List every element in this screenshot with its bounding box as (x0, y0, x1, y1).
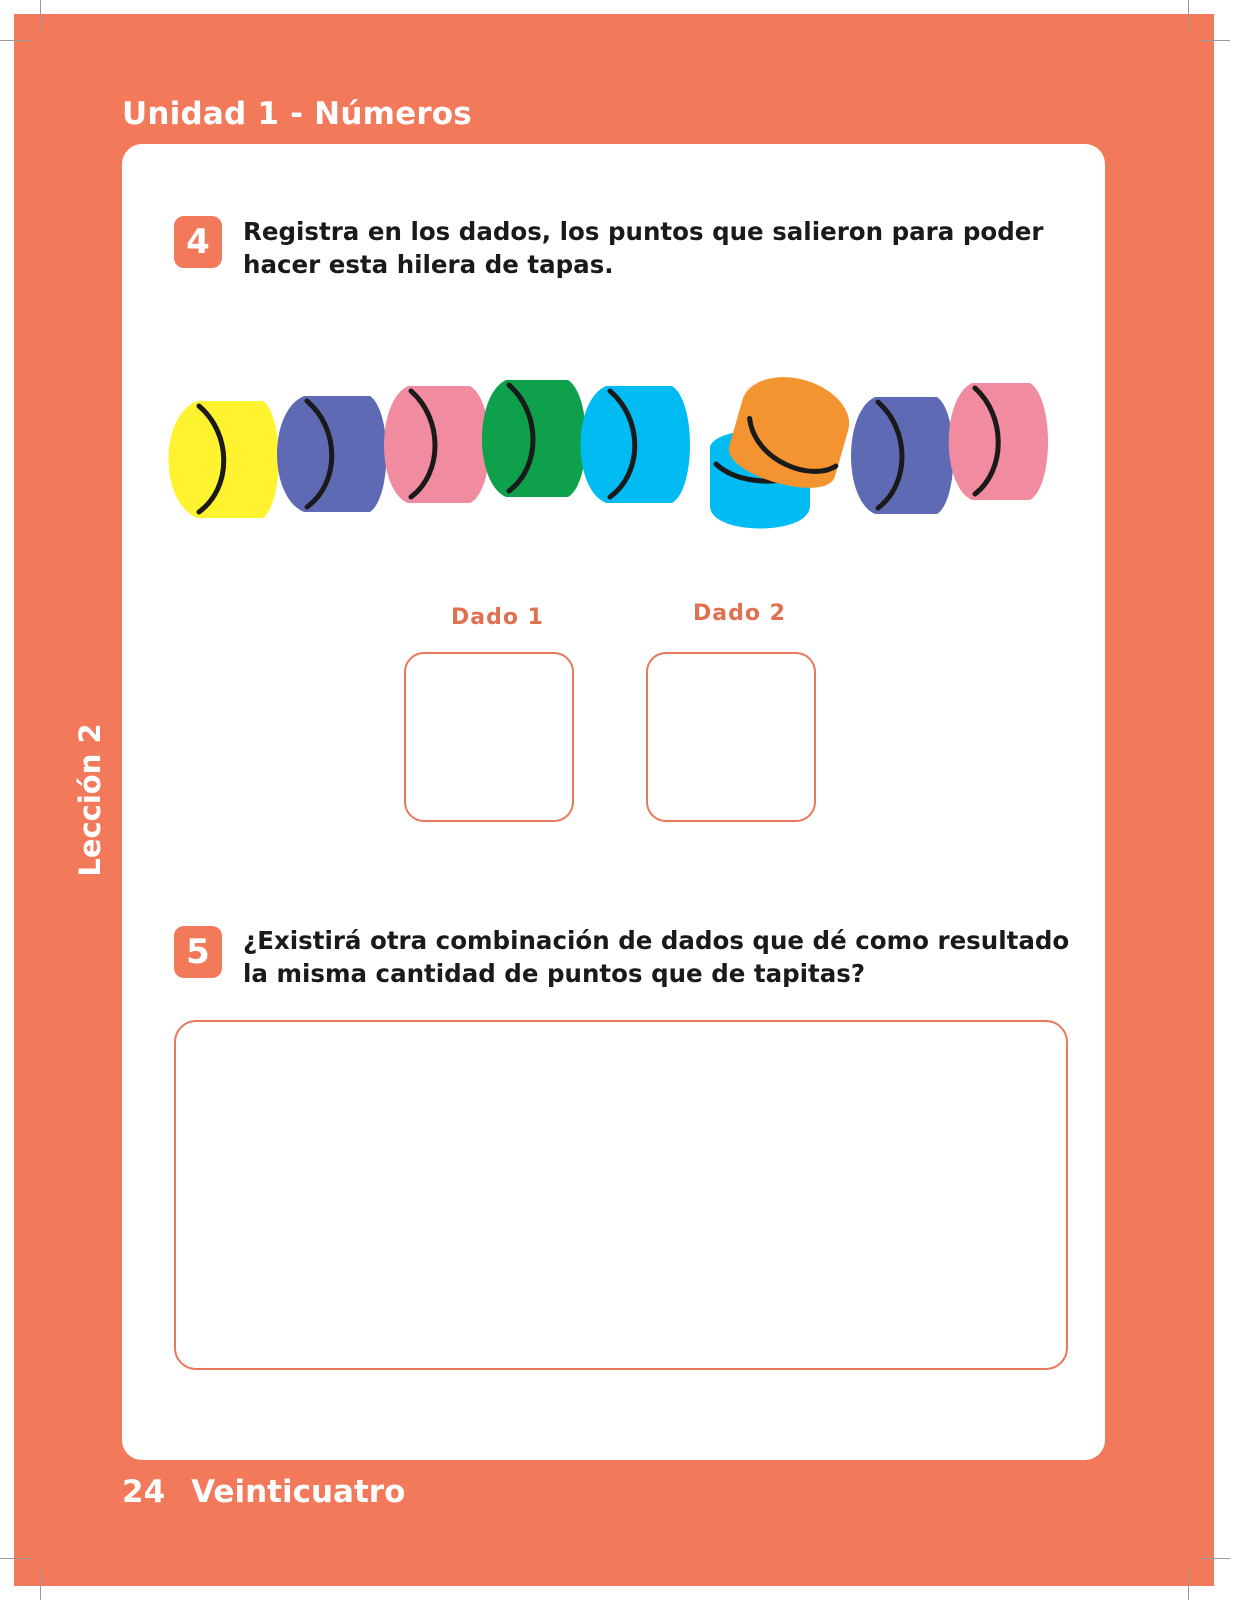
blue-bottle-cap (851, 397, 954, 514)
exercise-5-line-1: ¿Existirá otra combinación de dados que dé como resultado (243, 926, 1070, 955)
unit-title: Unidad 1 - Números (122, 96, 472, 132)
dado-1-answer-box[interactable] (404, 652, 574, 822)
exercise-4-badge: 4 (174, 216, 222, 268)
exercise-5-prompt (243, 924, 1069, 990)
page-number: 24 (122, 1474, 166, 1510)
dado-1-label: Dado 1 (451, 605, 544, 630)
exercise-5-answer-box[interactable] (174, 1020, 1068, 1370)
blue-bottle-cap (277, 396, 387, 512)
exercise-5-line-2: la misma cantidad de puntos que de tapitas? (243, 959, 866, 988)
page-footer (122, 1474, 405, 1510)
cyan-bottle-cap (581, 386, 691, 503)
exercise-5-badge: 5 (174, 926, 222, 978)
page-number-word: Veinticuatro (191, 1474, 406, 1510)
dado-2-answer-box[interactable] (646, 652, 816, 822)
pink-bottle-cap (949, 383, 1048, 500)
exercise-4-line-2: hacer esta hilera de tapas. (243, 250, 614, 279)
yellow-bottle-cap (169, 401, 279, 518)
dado-2-label: Dado 2 (693, 601, 786, 626)
exercise-4-line-1: Registra en los dados, los puntos que salieron para poder (243, 217, 1044, 246)
lesson-label: Lección 2 (73, 723, 107, 877)
green-bottle-cap (482, 380, 586, 497)
pink-bottle-cap (384, 386, 490, 503)
